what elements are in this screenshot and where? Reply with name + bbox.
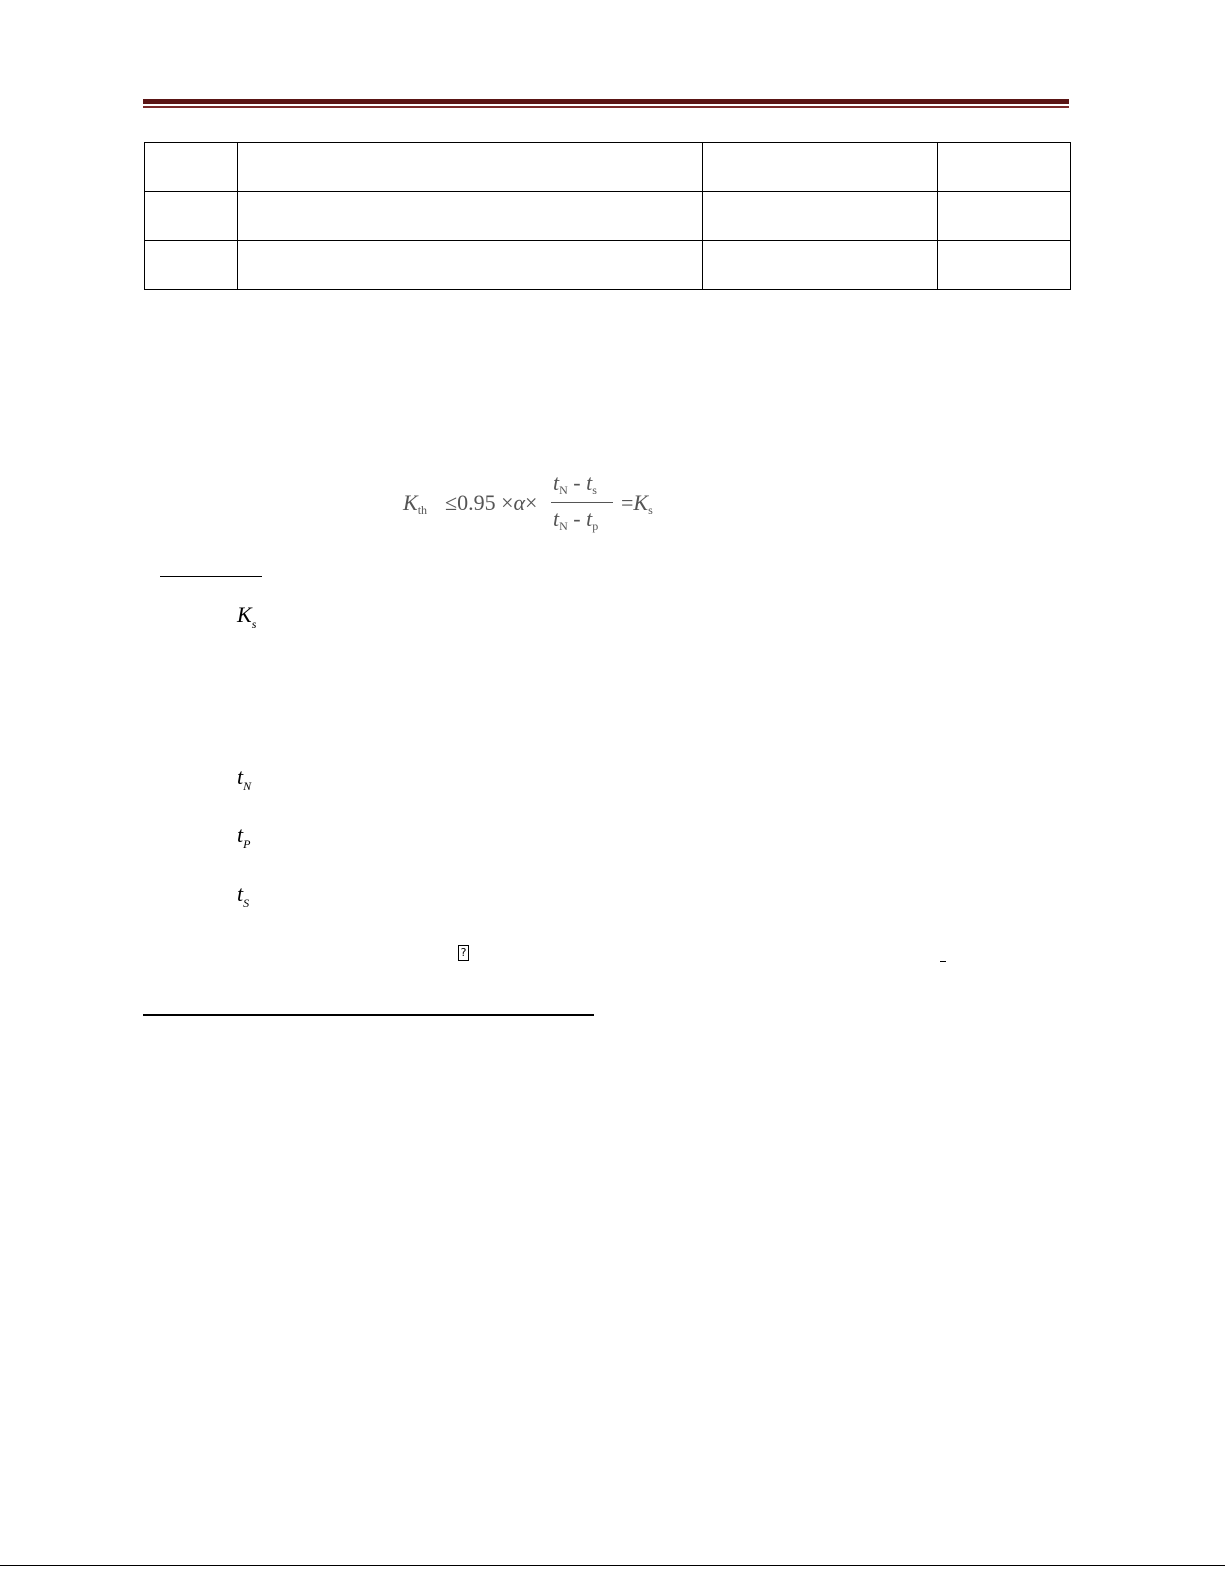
tiny-dash	[940, 961, 946, 962]
short-underline	[160, 576, 262, 577]
table-row	[145, 192, 1071, 241]
table-row	[145, 143, 1071, 192]
table-cell	[703, 192, 938, 241]
header-rule-thick	[143, 99, 1069, 104]
formula-numerator: $t_N - t_s$	[553, 470, 597, 497]
table-cell	[703, 143, 938, 192]
table-cell	[145, 143, 238, 192]
table-cell	[145, 241, 238, 290]
formula-rhs: $=K_s$	[621, 490, 653, 517]
symbol-ts: $t_S$	[237, 881, 250, 910]
symbol-tn: $t_N$	[237, 764, 252, 793]
table-cell	[938, 241, 1071, 290]
missing-glyph-box: ?	[458, 945, 469, 961]
formula-lhs: $K_{th}$	[403, 490, 428, 517]
formula-denominator: $t_N - t_p$	[553, 506, 599, 533]
symbol-ks: $K_s$	[237, 602, 257, 631]
formula-coefficient: ≤0.95 ×α×	[445, 490, 538, 515]
table-cell	[703, 241, 938, 290]
empty-table	[144, 142, 1071, 290]
table-cell	[238, 143, 703, 192]
table-cell	[145, 192, 238, 241]
table-cell	[938, 143, 1071, 192]
symbol-tp: $t_P$	[237, 822, 251, 851]
table-row	[145, 241, 1071, 290]
table-cell	[238, 241, 703, 290]
fraction-bar	[551, 502, 613, 503]
table-cell	[938, 192, 1071, 241]
table-cell	[238, 192, 703, 241]
header-rule-thin	[143, 106, 1069, 108]
long-underline	[143, 1014, 594, 1016]
bottom-rule	[0, 1565, 1225, 1566]
